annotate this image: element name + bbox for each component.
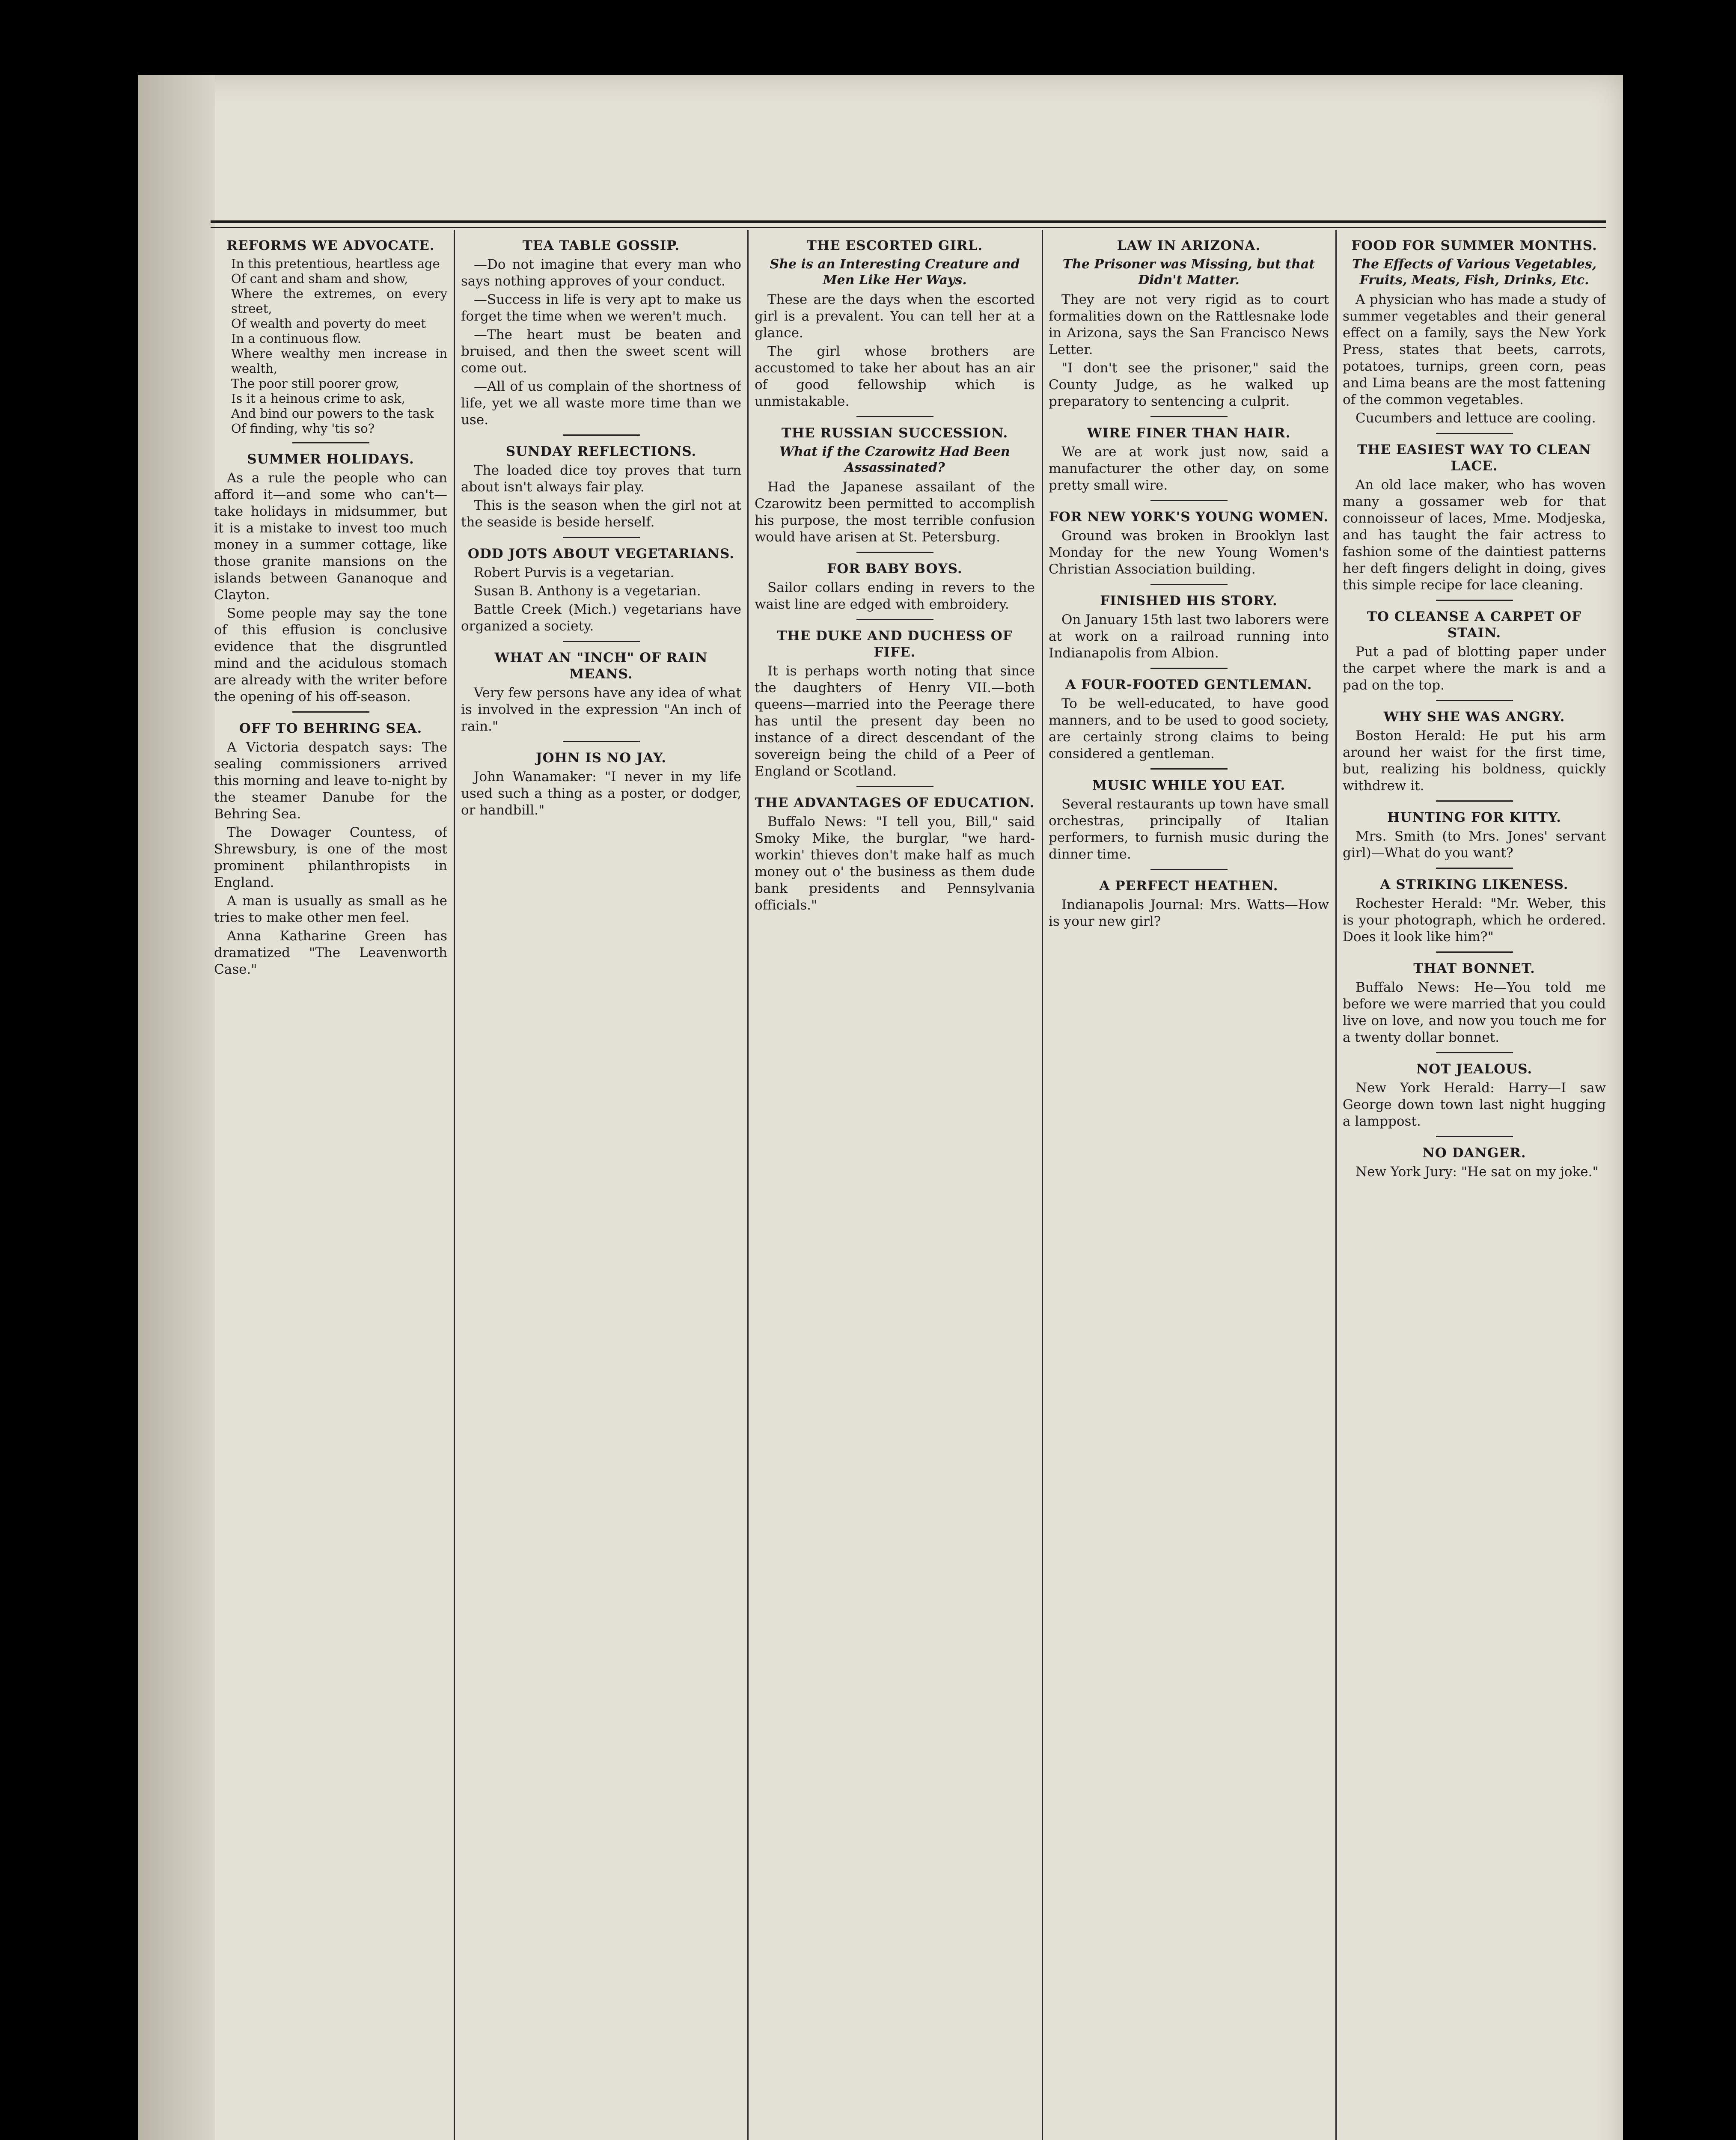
paragraph: It is perhaps worth noting that since the daughters of Henry VII.—both queens—married into the Peerage there has until the present day been no instance of a direct descendant of the sovereign being the child of a Peer of England or Scotland.	[755, 663, 1035, 779]
article-title: FINISHED HIS STORY.	[1100, 593, 1278, 609]
divider	[1436, 951, 1513, 953]
article-title: MUSIC WHILE YOU EAT.	[1092, 778, 1286, 793]
paragraph: John Wanamaker: "I never in my life used such a thing as a poster, or dodger, or handbill."	[461, 769, 741, 818]
paragraph: Anna Katharine Green has dramatized "The Leavenworth Case."	[214, 928, 447, 977]
poem-line: Of wealth and poverty do meet	[231, 316, 426, 331]
paragraph: Indianapolis Journal: Mrs. Watts—How is your new girl?	[1049, 897, 1329, 929]
article-title: THE DUKE AND DUCHESS OF FIFE.	[777, 628, 1013, 660]
column-5	[1343, 230, 1606, 2140]
divider	[563, 537, 640, 538]
divider	[856, 619, 933, 620]
article-subtitle: The Prisoner was Missing, but that Didn't Matter.	[1062, 257, 1315, 288]
paragraph: New York Herald: Harry—I saw George down town last night hugging a lamppost.	[1343, 1080, 1606, 1129]
poem-line: Of cant and sham and show,	[231, 271, 408, 286]
column-1	[214, 230, 447, 2140]
paragraph: Susan B. Anthony is a vegetarian.	[474, 583, 701, 599]
column-separator	[454, 230, 455, 2140]
divider	[1436, 1136, 1513, 1137]
article-title: THE ESCORTED GIRL.	[806, 238, 983, 253]
paragraph: The Dowager Countess, of Shrewsbury, is one of the most prominent philanthropists in England.	[214, 825, 447, 890]
paragraph: Cucumbers and lettuce are cooling.	[1356, 410, 1596, 426]
paragraph: We are at work just now, said a manufacturer the other day, on some pretty small wire.	[1049, 444, 1329, 493]
poem-line: In a continuous flow.	[231, 331, 362, 346]
paragraph: Battle Creek (Mich.) vegetarians have organized a society.	[461, 602, 741, 634]
divider	[1436, 433, 1513, 434]
article-title: HUNTING FOR KITTY.	[1387, 810, 1561, 825]
paragraph: Boston Herald: He put his arm around her waist for the first time, but, realizing his boldness, quickly withdrew it.	[1343, 728, 1606, 794]
article-title: FOOD FOR SUMMER MONTHS.	[1351, 238, 1597, 253]
article-title: NO DANGER.	[1422, 1145, 1526, 1161]
paragraph: The girl whose brothers are accustomed to take her about has an air of good fellowship which is unmistakable.	[755, 344, 1035, 409]
paragraph: A Victoria despatch says: The sealing commissioners arrived this morning and leave to-night by the steamer Danube for the Behring Sea.	[214, 740, 447, 822]
article-subtitle: She is an Interesting Creature and Men Like Her Ways.	[770, 257, 1020, 288]
article-title: NOT JEALOUS.	[1416, 1061, 1533, 1077]
paragraph: Mrs. Smith (to Mrs. Jones' servant girl)—What do you want?	[1343, 829, 1606, 861]
divider	[856, 416, 933, 417]
paragraph: They are not very rigid as to court formalities down on the Rattlesnake lode in Arizona, says the San Francisco News Letter.	[1049, 292, 1329, 357]
poem-line: Where wealthy men increase in wealth,	[231, 346, 447, 376]
divider	[563, 741, 640, 742]
divider	[1436, 700, 1513, 701]
article-title: THE EASIEST WAY TO CLEAN LACE.	[1357, 442, 1591, 474]
divider	[856, 552, 933, 553]
paragraph: This is the season when the girl not at the seaside is beside herself.	[461, 498, 741, 530]
article-title: WIRE FINER THAN HAIR.	[1087, 425, 1291, 441]
column-3	[755, 230, 1035, 2140]
article-title: FOR NEW YORK'S YOUNG WOMEN.	[1049, 509, 1329, 525]
paragraph: Several restaurants up town have small orchestras, principally of Italian performers, to furnish music during the dinner time.	[1049, 797, 1329, 862]
divider	[856, 786, 933, 787]
paragraph: To be well-educated, to have good manners, and to be used to good society, are certainly strong claims to being considered a gentleman.	[1049, 696, 1329, 761]
article-subtitle: The Effects of Various Vegetables, Fruits, Meats, Fish, Drinks, Etc.	[1352, 257, 1597, 288]
paragraph: Buffalo News: He—You told me before we were married that you could live on love, and now you touch me for a twenty dollar bonnet.	[1343, 980, 1606, 1045]
article-title: FOR BABY BOYS.	[827, 561, 963, 577]
divider	[1150, 500, 1228, 501]
paragraph: Robert Purvis is a vegetarian.	[474, 565, 675, 580]
article-title: THE ADVANTAGES OF EDUCATION.	[755, 795, 1035, 811]
poem	[214, 256, 447, 436]
article-title: ODD JOTS ABOUT VEGETARIANS.	[467, 546, 735, 562]
paragraph: Rochester Herald: "Mr. Weber, this is your photograph, which he ordered. Does it look like him?"	[1343, 896, 1606, 945]
divider	[1436, 600, 1513, 601]
article-title: OFF TO BEHRING SEA.	[239, 721, 422, 736]
paragraph: A man is usually as small as he tries to make other men feel.	[214, 893, 447, 925]
article-title: WHY SHE WAS ANGRY.	[1383, 709, 1565, 725]
poem-line: In this pretentious, heartless age	[231, 256, 440, 271]
paragraph: New York Jury: "He sat on my joke."	[1356, 1164, 1599, 1180]
paragraph: "I don't see the prisoner," said the County Judge, as he walked up preparatory to sentencing a culprit.	[1049, 360, 1329, 409]
poem-line: The poor still poorer grow,	[231, 376, 399, 391]
article-title: A STRIKING LIKENESS.	[1380, 877, 1569, 892]
paragraph: Buffalo News: "I tell you, Bill," said Smoky Mike, the burglar, "we hard-workin' thieves don't make half as much money out o' the business as them dude bank presidents and Pennsylvania officials."	[755, 814, 1035, 913]
divider	[1150, 768, 1228, 770]
paragraph: Some people may say the tone of this effusion is conclusive evidence that the disgruntled mind and the acidulous stomach are already with the writer before the opening of his off-season.	[214, 606, 447, 704]
article-title: JOHN IS NO JAY.	[535, 750, 666, 766]
poem-line: And bind our powers to the task	[231, 406, 434, 421]
divider	[1436, 1052, 1513, 1053]
article-title: SUMMER HOLIDAYS.	[247, 452, 414, 467]
paragraph: Put a pad of blotting paper under the carpet where the mark is and a pad on the top.	[1343, 644, 1606, 693]
divider	[292, 442, 369, 443]
paragraph: Sailor collars ending in revers to the waist line are edged with embroidery.	[755, 580, 1035, 612]
paragraph: —Success in life is very apt to make us forget the time when we weren't much.	[461, 292, 741, 324]
paragraph: On January 15th last two laborers were at work on a railroad running into Indianapolis from Albion.	[1049, 612, 1329, 661]
divider	[1150, 584, 1228, 585]
divider	[1436, 800, 1513, 802]
paragraph: —Do not imagine that every man who says nothing approves of your conduct.	[461, 257, 741, 289]
article-title: A FOUR-FOOTED GENTLEMAN.	[1065, 677, 1312, 693]
paragraph: The loaded dice toy proves that turn about isn't always fair play.	[461, 463, 741, 495]
paragraph: —The heart must be beaten and bruised, and then the sweet scent will come out.	[461, 327, 741, 376]
article-title: REFORMS WE ADVOCATE.	[226, 238, 435, 253]
poem-line: Is it a heinous crime to ask,	[231, 391, 405, 406]
column-4	[1049, 230, 1329, 2140]
paragraph: Very few persons have any idea of what is involved in the expression "An inch of rain."	[461, 685, 741, 734]
newspaper-page	[138, 75, 1623, 2140]
paragraph: These are the days when the escorted girl is a prevalent. You can tell her at a glance.	[755, 292, 1035, 341]
poem-line: Where the extremes, on every street,	[231, 286, 447, 316]
header-rule	[211, 220, 1606, 228]
article-subtitle: What if the Czarowitz Had Been Assassinated?	[779, 444, 1010, 475]
divider	[1150, 668, 1228, 669]
article-title: TEA TABLE GOSSIP.	[522, 238, 680, 253]
paragraph: A physician who has made a study of summer vegetables and their general effect on a family, says the New York Press, states that beets, carrots, potatoes, turnips, green corn, peas and Lima beans are the most fattening of the common vegetables.	[1343, 292, 1606, 407]
column-2	[461, 230, 741, 2140]
paragraph: —All of us complain of the shortness of life, yet we all waste more time than we use.	[461, 379, 741, 428]
divider	[563, 641, 640, 642]
article-title: A PERFECT HEATHEN.	[1099, 878, 1278, 894]
column-separator	[747, 230, 749, 2140]
column-separator	[1042, 230, 1043, 2140]
divider	[1436, 868, 1513, 869]
article-title: WHAT AN "INCH" OF RAIN MEANS.	[494, 650, 708, 682]
divider	[1150, 416, 1228, 417]
paragraph: Had the Japanese assailant of the Czarowitz been permitted to accomplish his purpose, the most terrible confusion would have arisen at St. Petersburg.	[755, 479, 1035, 545]
paragraph: As a rule the people who can afford it—and some who can't—take holidays in midsummer, but it is a mistake to invest too much money in a summer cottage, like those granite mansions on the islands between Gananoque and Clayton.	[214, 470, 447, 603]
article-title: SUNDAY REFLECTIONS.	[505, 444, 697, 459]
article-title: LAW IN ARIZONA.	[1117, 238, 1261, 253]
poem-line: Of finding, why 'tis so?	[231, 421, 375, 436]
article-title: TO CLEANSE A CARPET OF STAIN.	[1367, 609, 1582, 641]
divider	[1150, 869, 1228, 870]
divider	[563, 434, 640, 436]
divider	[292, 711, 369, 713]
paragraph: An old lace maker, who has woven many a gossamer web for that connoisseur of laces, Mme. Modjeska, and has taught the fair actress to fashion some of the daintiest patterns her deft fingers delight in doing, gives this simple recipe for lace cleaning.	[1343, 477, 1606, 593]
page-margin-shadow	[138, 75, 215, 2140]
column-separator	[1335, 230, 1337, 2140]
article-title: THAT BONNET.	[1413, 961, 1535, 976]
article-title: THE RUSSIAN SUCCESSION.	[781, 425, 1008, 441]
paragraph: Ground was broken in Brooklyn last Monday for the new Young Women's Christian Association building.	[1049, 528, 1329, 577]
